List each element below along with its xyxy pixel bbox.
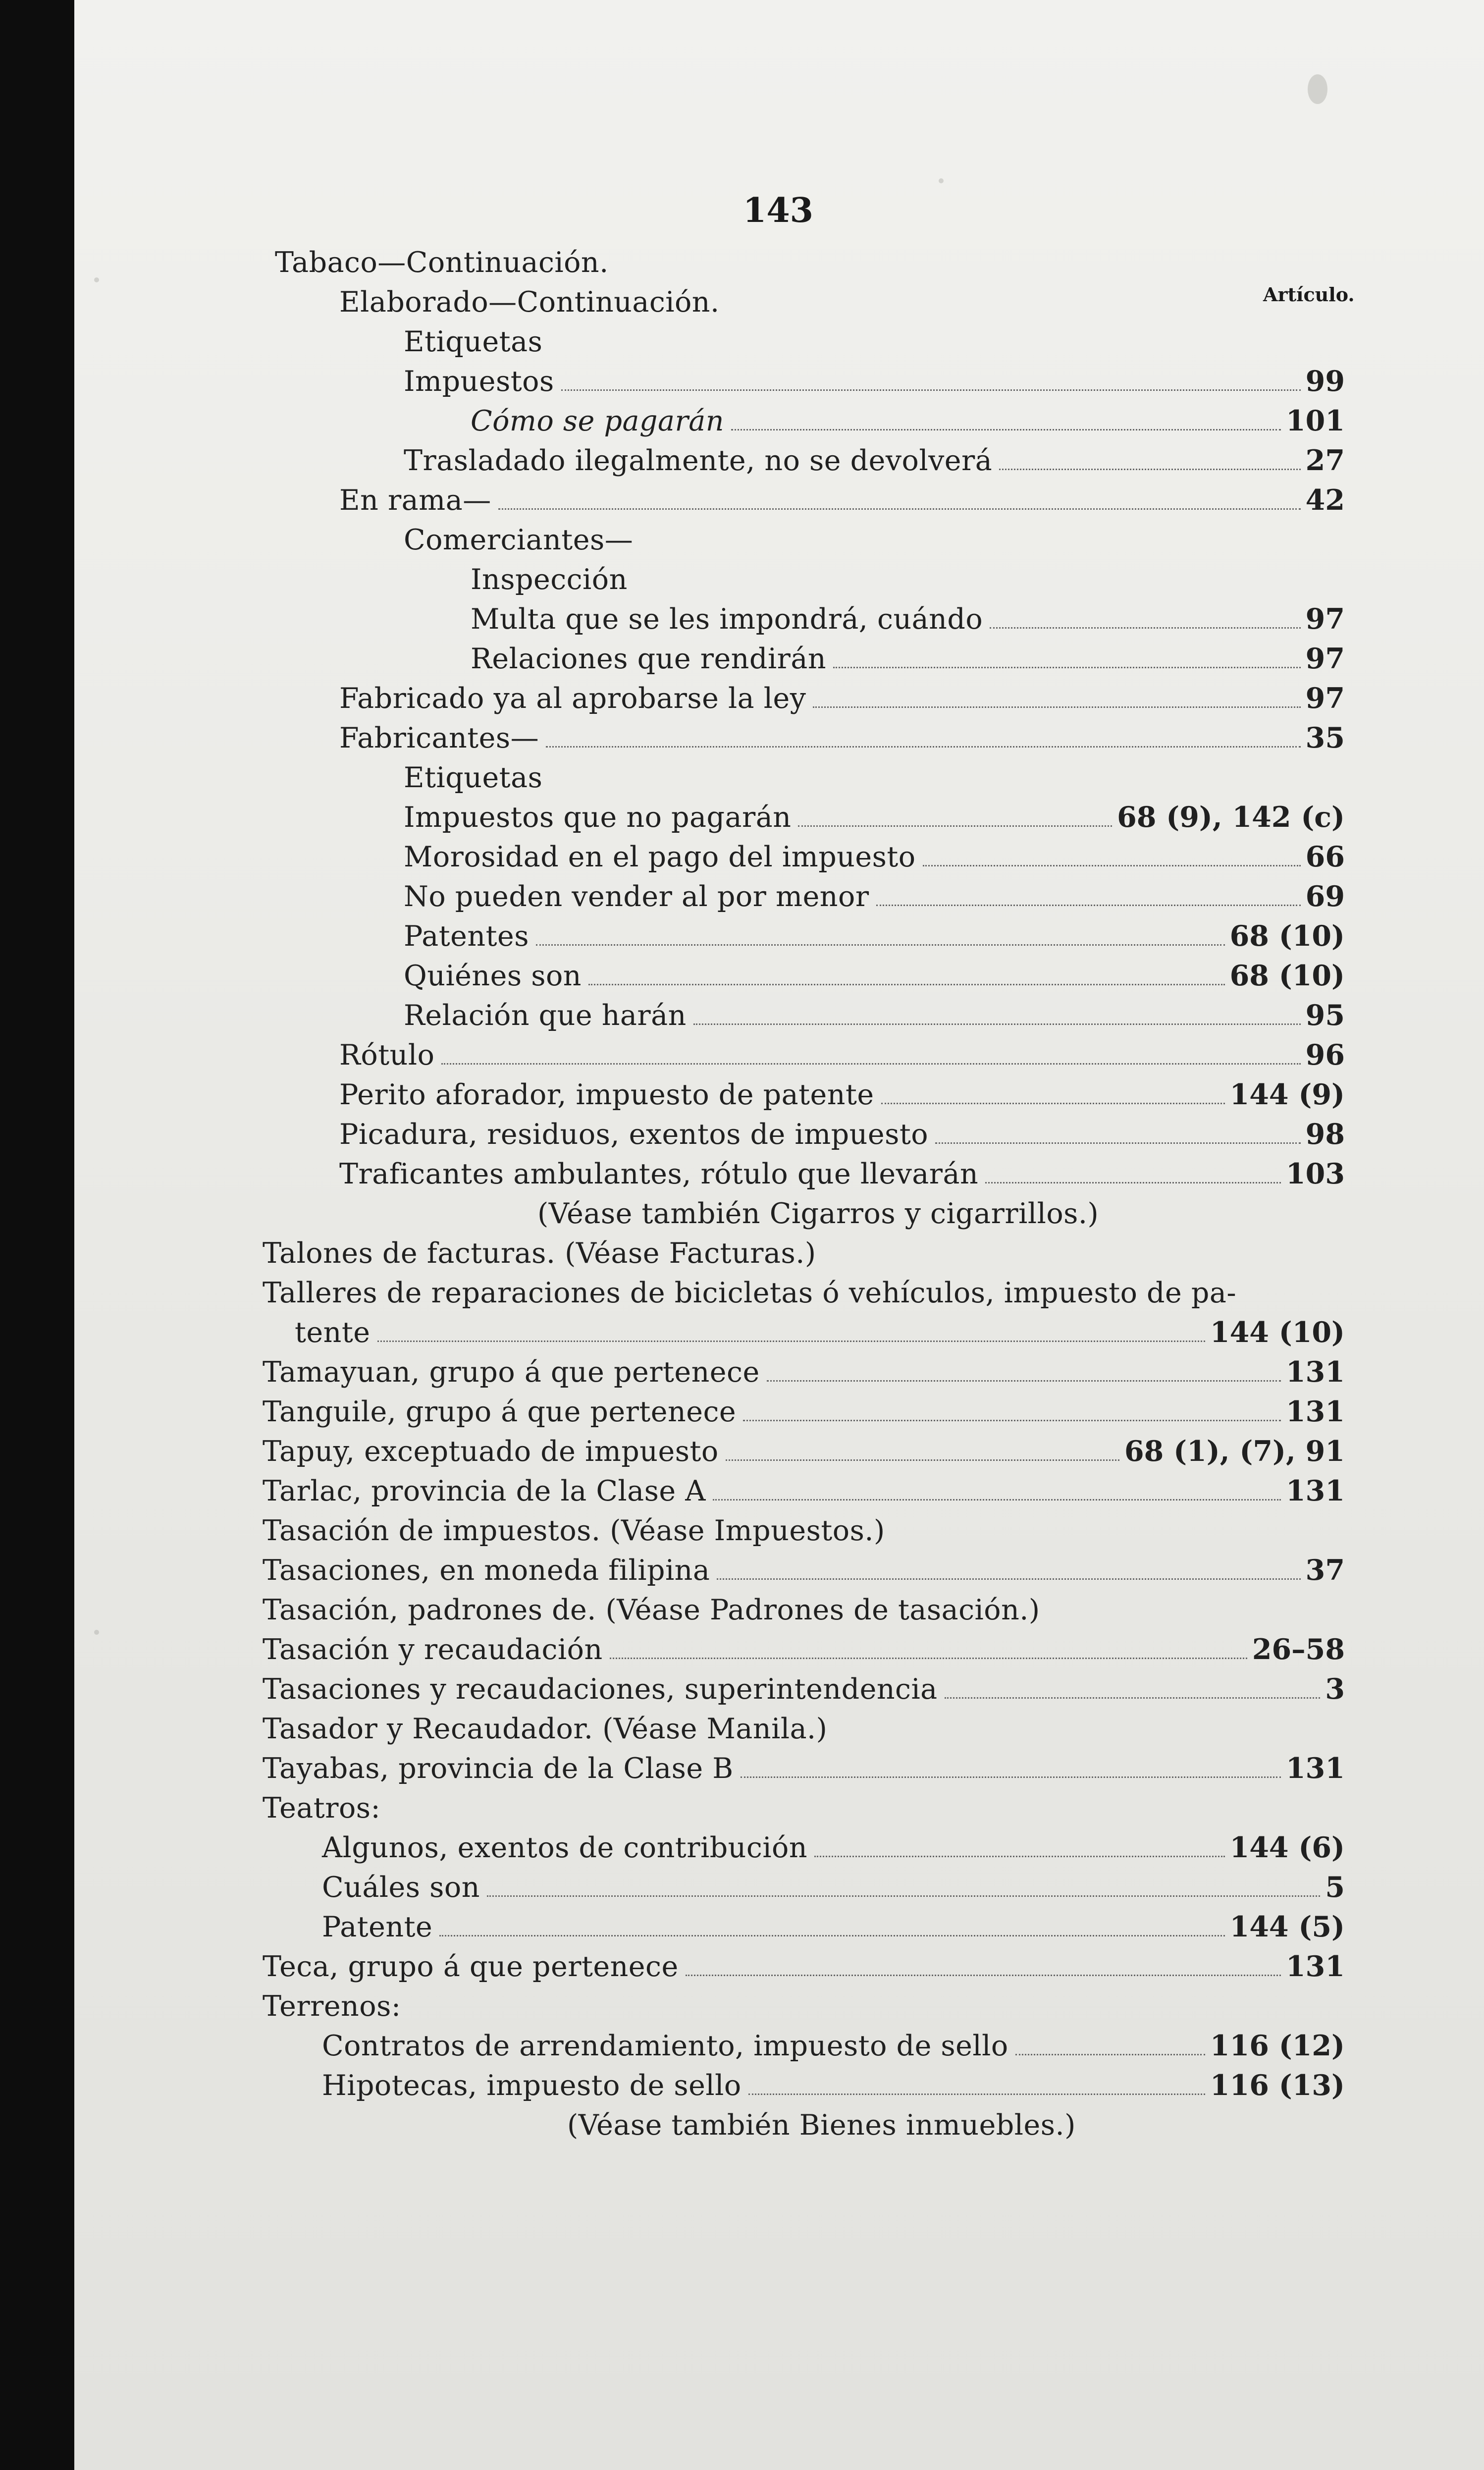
- index-entry: [322, 2066, 1345, 2105]
- index-entry: [404, 916, 1345, 956]
- entry-label: Tasación de impuestos. (Véase Impuestos.): [263, 1514, 885, 1547]
- dot-leader: [833, 667, 1301, 668]
- entry-label: Fabricantes—: [339, 722, 539, 754]
- entry-reference: 98: [1305, 1118, 1345, 1151]
- entry-label: Impuestos: [404, 365, 554, 398]
- dot-leader: [439, 1935, 1224, 1936]
- index-entry: [263, 1273, 1352, 1313]
- index-entry: [471, 599, 1345, 639]
- index-entry: [404, 996, 1345, 1035]
- index-entry: [263, 1749, 1345, 1788]
- entry-label: Relaciones que rendirán: [471, 643, 827, 675]
- dot-leader: [999, 469, 1300, 470]
- index-entry: [339, 679, 1345, 718]
- entry-label: Talones de facturas. (Véase Facturas.): [263, 1237, 816, 1270]
- index-entry: [263, 1432, 1345, 1471]
- index-entry: [275, 243, 1365, 282]
- index-entry: [263, 1630, 1345, 1669]
- index-entry: [537, 1194, 1330, 1234]
- entry-reference: 5: [1325, 1871, 1345, 1904]
- entry-label: Tabaco—Continuación.: [275, 246, 609, 279]
- dot-leader: [876, 905, 1301, 906]
- index-entry: [339, 1154, 1345, 1194]
- dot-leader: [610, 1658, 1247, 1659]
- entry-reference: 101: [1286, 404, 1345, 437]
- entry-label: Patente: [322, 1911, 433, 1943]
- scan-speck: [94, 277, 99, 282]
- entry-label: Tapuy, exceptuado de impuesto: [263, 1435, 719, 1468]
- index-entry: [404, 798, 1345, 837]
- entry-reference: 37: [1305, 1554, 1345, 1587]
- entry-label: Tarlac, provincia de la Clase A: [263, 1475, 706, 1507]
- index-entry: [339, 481, 1345, 520]
- dot-leader: [536, 944, 1225, 946]
- entry-label: Tayabas, provincia de la Clase B: [263, 1752, 734, 1785]
- entry-reference: 27: [1305, 444, 1345, 477]
- entry-label: Tasación, padrones de. (Véase Padrones de tasación.): [263, 1594, 1040, 1626]
- dot-leader: [717, 1578, 1300, 1580]
- dot-leader: [814, 1856, 1224, 1857]
- dot-leader: [588, 984, 1225, 985]
- entry-label: Rótulo: [339, 1039, 435, 1072]
- dot-leader: [713, 1499, 1281, 1501]
- entry-reference: 97: [1305, 642, 1345, 675]
- entry-label: (Véase también Cigarros y cigarrillos.): [537, 1197, 1099, 1230]
- index-entry: [339, 1075, 1345, 1115]
- index-entry: [404, 758, 1345, 798]
- index-entry: [263, 1788, 1345, 1828]
- entry-reference: 116 (12): [1210, 2029, 1345, 2062]
- index-entry: [404, 956, 1345, 996]
- entry-reference: 68 (10): [1229, 919, 1345, 953]
- dot-leader: [935, 1142, 1301, 1144]
- index-entry: [404, 877, 1345, 916]
- entry-reference: 131: [1286, 1355, 1345, 1389]
- dot-leader: [731, 429, 1281, 430]
- entry-label: Picadura, residuos, exentos de impuesto: [339, 1118, 929, 1151]
- index-entry: [263, 1987, 1345, 2026]
- index-entry: [404, 837, 1345, 877]
- entry-reference: 116 (13): [1210, 2069, 1345, 2102]
- entry-reference: 144 (9): [1229, 1078, 1345, 1111]
- entry-label: Comerciantes—: [404, 524, 634, 556]
- entry-reference: 97: [1305, 682, 1345, 715]
- entry-label: Traficantes ambulantes, rótulo que llevarán: [339, 1158, 979, 1190]
- entry-label: Impuestos que no pagarán: [404, 801, 792, 834]
- index-entry: [471, 401, 1345, 441]
- entry-reference: 144 (10): [1210, 1316, 1345, 1349]
- index-entry: [339, 718, 1345, 758]
- entry-label: Multa que se les impondrá, cuándo: [471, 603, 983, 636]
- dot-leader: [693, 1023, 1301, 1025]
- entry-reference: 3: [1325, 1672, 1345, 1706]
- entry-label: Trasladado ilegalmente, no se devolverá: [404, 444, 993, 477]
- dot-leader: [923, 865, 1301, 866]
- entry-reference: 68 (1), (7), 91: [1124, 1435, 1345, 1468]
- index-entry: [339, 1035, 1345, 1075]
- entry-label: Tasador y Recaudador. (Véase Manila.): [263, 1713, 828, 1745]
- entry-reference: 95: [1305, 999, 1345, 1032]
- dot-leader: [990, 627, 1300, 629]
- entry-label: Teca, grupo á que pertenece: [263, 1950, 679, 1983]
- entry-reference: 103: [1286, 1157, 1345, 1190]
- dot-leader: [377, 1341, 1205, 1342]
- dot-leader: [945, 1697, 1321, 1699]
- entry-label: Tasaciones, en moneda filipina: [263, 1554, 710, 1587]
- dot-leader: [741, 1776, 1281, 1778]
- entry-label: Talleres de reparaciones de bicicletas ó vehículos, impuesto de pa-: [263, 1277, 1237, 1309]
- entry-label: Quiénes son: [404, 960, 582, 992]
- entry-label: Elaborado—Continuación.: [339, 286, 720, 319]
- index-entry: [404, 441, 1345, 481]
- entry-label: No pueden vender al por menor: [404, 880, 869, 913]
- entry-label: Etiquetas: [404, 761, 543, 794]
- entry-label: Relación que harán: [404, 999, 687, 1032]
- dot-leader: [726, 1459, 1119, 1461]
- entry-label: Morosidad en el pago del impuesto: [404, 841, 916, 873]
- entry-reference: 26–58: [1252, 1633, 1345, 1666]
- entry-label: Tasaciones y recaudaciones, superintendencia: [263, 1673, 938, 1706]
- index-entry: [322, 1907, 1345, 1947]
- index-entry: [404, 520, 1345, 560]
- index-entry: [295, 1313, 1345, 1352]
- index-entry: [322, 1828, 1345, 1868]
- entry-label: Tanguile, grupo á que pertenece: [263, 1396, 737, 1428]
- entry-label: Cómo se pagarán: [471, 405, 724, 437]
- entry-label: tente: [295, 1316, 371, 1349]
- index-entry: [263, 1590, 1345, 1630]
- entry-reference: 69: [1305, 880, 1345, 913]
- dot-leader: [748, 2094, 1205, 2095]
- index-entry: [322, 2026, 1345, 2066]
- column-header-articulo: Artículo.: [1263, 283, 1355, 306]
- dot-leader: [487, 1895, 1320, 1897]
- dot-leader: [498, 508, 1301, 510]
- entry-label: Algunos, exentos de contribución: [322, 1831, 808, 1864]
- entry-reference: 131: [1286, 1950, 1345, 1983]
- dot-leader: [1015, 2054, 1205, 2055]
- scan-speck: [1308, 74, 1327, 104]
- entry-reference: 68 (10): [1229, 959, 1345, 992]
- index-entry: [471, 560, 1345, 599]
- dot-leader: [881, 1103, 1225, 1104]
- entry-label: Terrenos:: [263, 1990, 401, 2023]
- entry-label: Inspección: [471, 563, 628, 596]
- scan-speck: [939, 178, 944, 183]
- index-entry: [404, 322, 1345, 362]
- index-entry: [471, 639, 1345, 679]
- index-entry: [263, 1234, 1352, 1273]
- entry-reference: 99: [1305, 365, 1345, 398]
- entry-reference: 97: [1305, 602, 1345, 636]
- index-entry: [339, 282, 1280, 322]
- entry-label: Perito aforador, impuesto de patente: [339, 1078, 874, 1111]
- entry-reference: 144 (5): [1229, 1910, 1345, 1943]
- entry-reference: 42: [1305, 483, 1345, 517]
- dot-leader: [686, 1975, 1281, 1976]
- dot-leader: [561, 389, 1301, 391]
- index-entry: [263, 1352, 1345, 1392]
- entry-label: Hipotecas, impuesto de sello: [322, 2069, 742, 2102]
- index-entry: [263, 1709, 1345, 1749]
- entry-label: Etiquetas: [404, 325, 543, 358]
- dot-leader: [767, 1380, 1281, 1382]
- entry-label: (Véase también Bienes inmuebles.): [567, 2109, 1076, 2142]
- entry-label: Teatros:: [263, 1792, 381, 1825]
- dot-leader: [441, 1063, 1300, 1065]
- entry-label: Tasación y recaudación: [263, 1633, 603, 1666]
- entry-reference: 144 (6): [1229, 1831, 1345, 1864]
- entry-label: En rama—: [339, 484, 491, 517]
- entry-label: Cuáles son: [322, 1871, 480, 1904]
- dot-leader: [546, 746, 1301, 748]
- entry-reference: 96: [1305, 1038, 1345, 1072]
- index-entry: [263, 1551, 1345, 1590]
- entry-label: Fabricado ya al aprobarse la ley: [339, 682, 806, 715]
- index-entry: [263, 1471, 1345, 1511]
- index-entry: [263, 1947, 1345, 1987]
- index-entry: [263, 1392, 1345, 1432]
- index-entry: [404, 362, 1345, 401]
- entry-reference: 131: [1286, 1395, 1345, 1428]
- scan-speck: [94, 1630, 99, 1635]
- entry-reference: 68 (9), 142 (c): [1117, 801, 1345, 834]
- index-entry: [263, 1511, 1345, 1551]
- index-entry: [339, 1115, 1345, 1154]
- entry-reference: 131: [1286, 1474, 1345, 1507]
- index-entry: [263, 1669, 1345, 1709]
- index-entry: [567, 2105, 1261, 2145]
- entry-reference: 131: [1286, 1752, 1345, 1785]
- entry-label: Contratos de arrendamiento, impuesto de sello: [322, 2030, 1008, 2062]
- dot-leader: [743, 1420, 1281, 1421]
- entry-label: Tamayuan, grupo á que pertenece: [263, 1356, 760, 1389]
- page-number: 143: [743, 191, 813, 230]
- entry-reference: 35: [1305, 721, 1345, 754]
- entry-reference: 66: [1305, 840, 1345, 873]
- dot-leader: [813, 706, 1300, 708]
- dot-leader: [798, 825, 1112, 827]
- index-entry: [322, 1868, 1345, 1907]
- entry-label: Patentes: [404, 920, 530, 953]
- dot-leader: [985, 1182, 1281, 1183]
